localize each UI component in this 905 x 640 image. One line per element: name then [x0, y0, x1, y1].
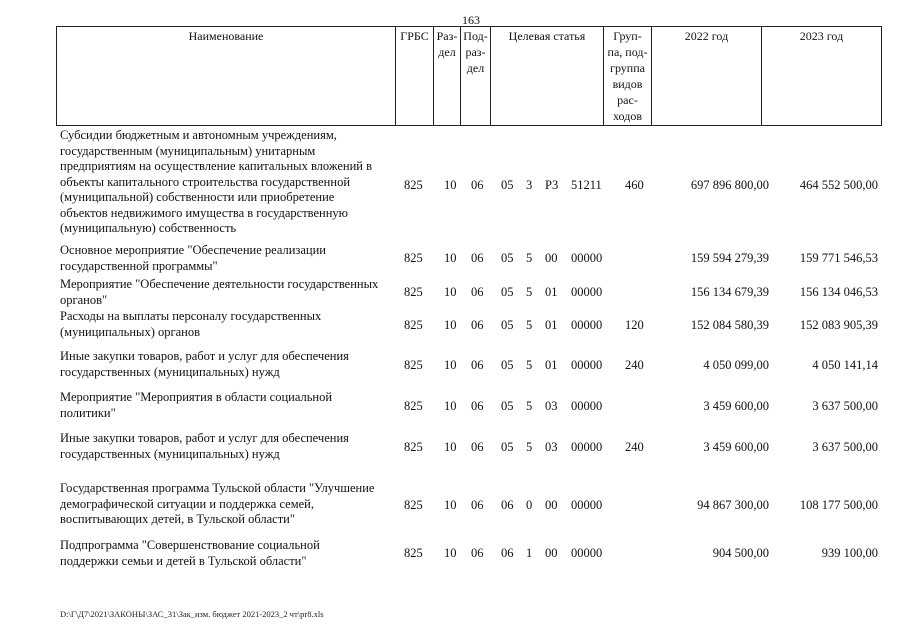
header-target: Целевая статья — [491, 27, 604, 126]
header-group-line: группа — [610, 61, 645, 75]
row-name-line: Государственная программа Тульской области "Улучшение — [60, 481, 375, 495]
row-name-line: (муниципальной) собственности или приобретение — [60, 190, 335, 204]
row-target-event: 01 — [545, 358, 558, 372]
row-target-event: 00 — [545, 546, 558, 560]
row-expense-group: 120 — [625, 318, 644, 332]
row-podrazdel: 06 — [471, 318, 484, 332]
header-razdel-line: дел — [438, 45, 456, 59]
row-name-line: поддержки семьи и детей в Тульской области" — [60, 553, 307, 568]
header-group-line: Груп- — [613, 29, 642, 43]
row-target-event: Р3 — [545, 178, 559, 192]
row-name-line: демографической ситуации и поддержка семей, — [60, 496, 314, 511]
row-podrazdel: 06 — [471, 440, 484, 454]
row-target-subprogram: 5 — [526, 318, 533, 332]
row-name-line: объектов недвижимого имущества в государственную — [60, 205, 349, 220]
row-name-line: политики" — [60, 405, 116, 420]
header-group — [604, 27, 652, 126]
row-target-event: 00 — [545, 498, 558, 512]
row-razdel: 10 — [444, 546, 457, 560]
row-razdel: 10 — [444, 285, 457, 299]
row-podrazdel: 06 — [471, 358, 484, 372]
row-podrazdel: 06 — [471, 546, 484, 560]
row-name-line: государственных (муниципальных) нужд — [60, 364, 280, 379]
row-target-event: 01 — [545, 318, 558, 332]
row-target-direction: 00000 — [571, 358, 603, 372]
row-target-direction: 00000 — [571, 498, 603, 512]
header-name: Наименование — [57, 27, 396, 126]
row-name-line: воспитывающих детей, в Тульской области" — [60, 512, 295, 526]
header-razdel-line: Раз- — [436, 29, 458, 43]
row-target-subprogram: 1 — [526, 546, 533, 560]
header-group-line: видов — [612, 77, 643, 91]
row-name — [60, 309, 390, 340]
row-target-direction: 00000 — [571, 318, 603, 332]
row-name — [60, 243, 390, 274]
row-name-line: Мероприятие "Мероприятия в области социальной — [60, 390, 333, 404]
row-amount-2023: 159 771 546,53 — [799, 251, 878, 265]
header-2022: 2022 год — [652, 27, 762, 126]
row-target-subprogram: 5 — [526, 251, 533, 265]
row-razdel: 10 — [444, 440, 457, 454]
row-razdel: 10 — [444, 318, 457, 332]
header-grbs: ГРБС — [396, 27, 434, 126]
row-razdel: 10 — [444, 251, 457, 265]
row-amount-2022: 156 134 679,39 — [690, 285, 769, 299]
row-name-line: Иные закупки товаров, работ и услуг для обеспечения — [60, 431, 349, 445]
row-amount-2023: 3 637 500,00 — [812, 440, 878, 454]
row-target-program: 05 — [501, 251, 514, 265]
row-name-line: государственных (муниципальных) нужд — [60, 446, 280, 461]
row-grbs: 825 — [404, 318, 423, 332]
row-expense-group: 460 — [625, 178, 644, 192]
row-target-subprogram: 0 — [526, 498, 533, 512]
row-target-event: 01 — [545, 285, 558, 299]
row-name-line: государственной программы" — [60, 258, 218, 273]
row-razdel: 10 — [444, 358, 457, 372]
row-amount-2022: 3 459 600,00 — [703, 440, 769, 454]
row-target-program: 05 — [501, 178, 514, 192]
header-group-line: па, под- — [607, 45, 648, 59]
row-amount-2023: 939 100,00 — [821, 546, 878, 560]
row-target-program: 05 — [501, 358, 514, 372]
header-2023: 2023 год — [762, 27, 882, 126]
row-target-event: 03 — [545, 399, 558, 413]
row-grbs: 825 — [404, 358, 423, 372]
row-razdel: 10 — [444, 178, 457, 192]
row-name — [60, 390, 390, 421]
row-name-line: объекты капитального строительства государственной — [60, 174, 351, 189]
row-amount-2023: 156 134 046,53 — [799, 285, 878, 299]
row-target-event: 00 — [545, 251, 558, 265]
row-amount-2023: 464 552 500,00 — [799, 178, 878, 192]
row-grbs: 825 — [404, 251, 423, 265]
row-razdel: 10 — [444, 399, 457, 413]
row-target-program: 05 — [501, 440, 514, 454]
row-name-line: Мероприятие "Обеспечение деятельности государственных — [60, 277, 379, 291]
row-name — [60, 277, 390, 308]
row-name-line: Иные закупки товаров, работ и услуг для обеспечения — [60, 349, 349, 363]
row-target-subprogram: 5 — [526, 285, 533, 299]
row-target-direction: 51211 — [571, 178, 602, 192]
row-name — [60, 128, 390, 237]
row-amount-2022: 3 459 600,00 — [703, 399, 769, 413]
row-amount-2022: 159 594 279,39 — [690, 251, 769, 265]
row-podrazdel: 06 — [471, 285, 484, 299]
row-amount-2022: 4 050 099,00 — [703, 358, 769, 372]
header-podrazdel-line: Под- — [463, 29, 488, 43]
row-name — [60, 431, 390, 462]
row-amount-2022: 94 867 300,00 — [697, 498, 769, 512]
row-name-line: Подпрограмма "Совершенствование социальной — [60, 538, 320, 552]
row-podrazdel: 06 — [471, 178, 484, 192]
row-target-subprogram: 5 — [526, 358, 533, 372]
row-grbs: 825 — [404, 546, 423, 560]
row-name — [60, 349, 390, 380]
header-group-line: рас- — [617, 93, 638, 107]
row-name-line: государственным (муниципальным) унитарным — [60, 143, 316, 158]
row-target-event: 03 — [545, 440, 558, 454]
row-amount-2023: 4 050 141,14 — [812, 358, 878, 372]
header-group-line: ходов — [613, 109, 642, 123]
row-target-program: 05 — [501, 318, 514, 332]
row-amount-2023: 108 177 500,00 — [799, 498, 878, 512]
row-name-line: Расходы на выплаты персоналу государственных — [60, 309, 322, 323]
row-target-subprogram: 5 — [526, 440, 533, 454]
row-podrazdel: 06 — [471, 399, 484, 413]
row-target-direction: 00000 — [571, 440, 603, 454]
row-name — [60, 481, 390, 528]
row-name-line: предприятиям на осуществление капитальных вложений в — [60, 159, 372, 173]
row-podrazdel: 06 — [471, 498, 484, 512]
row-grbs: 825 — [404, 498, 423, 512]
row-amount-2022: 697 896 800,00 — [690, 178, 769, 192]
page-number: 163 — [462, 13, 480, 27]
row-target-program: 05 — [501, 285, 514, 299]
row-target-direction: 00000 — [571, 251, 603, 265]
row-grbs: 825 — [404, 399, 423, 413]
row-target-program: 05 — [501, 399, 514, 413]
row-grbs: 825 — [404, 178, 423, 192]
row-expense-group: 240 — [625, 440, 644, 454]
row-target-subprogram: 5 — [526, 399, 533, 413]
row-name — [60, 538, 390, 569]
row-amount-2022: 152 084 580,39 — [690, 318, 769, 332]
row-expense-group: 240 — [625, 358, 644, 372]
row-target-subprogram: 3 — [526, 178, 533, 192]
row-name-line: Основное мероприятие "Обеспечение реализации — [60, 243, 326, 257]
header-podrazdel — [461, 27, 491, 126]
row-target-program: 06 — [501, 498, 514, 512]
header-razdel — [434, 27, 461, 126]
row-amount-2023: 152 083 905,39 — [799, 318, 878, 332]
row-amount-2023: 3 637 500,00 — [812, 399, 878, 413]
row-name-line: (муниципальных) органов — [60, 324, 201, 339]
header-podrazdel-line: дел — [466, 61, 485, 75]
row-name-line: (муниципальную) собственность — [60, 221, 237, 235]
row-grbs: 825 — [404, 285, 423, 299]
row-razdel: 10 — [444, 498, 457, 512]
column-header — [56, 26, 882, 126]
row-amount-2022: 904 500,00 — [712, 546, 769, 560]
header-podrazdel-line: раз- — [465, 45, 486, 59]
row-target-direction: 00000 — [571, 285, 603, 299]
row-target-direction: 00000 — [571, 546, 603, 560]
file-path-footer: D:\Г\Д7\2021\ЗАКОНЫ\ЗАС_31\Зак_изм. бюджет 2021-2023_2 чт\pr8.xls — [60, 609, 324, 619]
row-grbs: 825 — [404, 440, 423, 454]
row-name-line: органов" — [60, 292, 108, 307]
row-name-line: Субсидии бюджетным и автономным учреждениям, — [60, 128, 337, 142]
row-podrazdel: 06 — [471, 251, 484, 265]
row-target-program: 06 — [501, 546, 514, 560]
row-target-direction: 00000 — [571, 399, 603, 413]
